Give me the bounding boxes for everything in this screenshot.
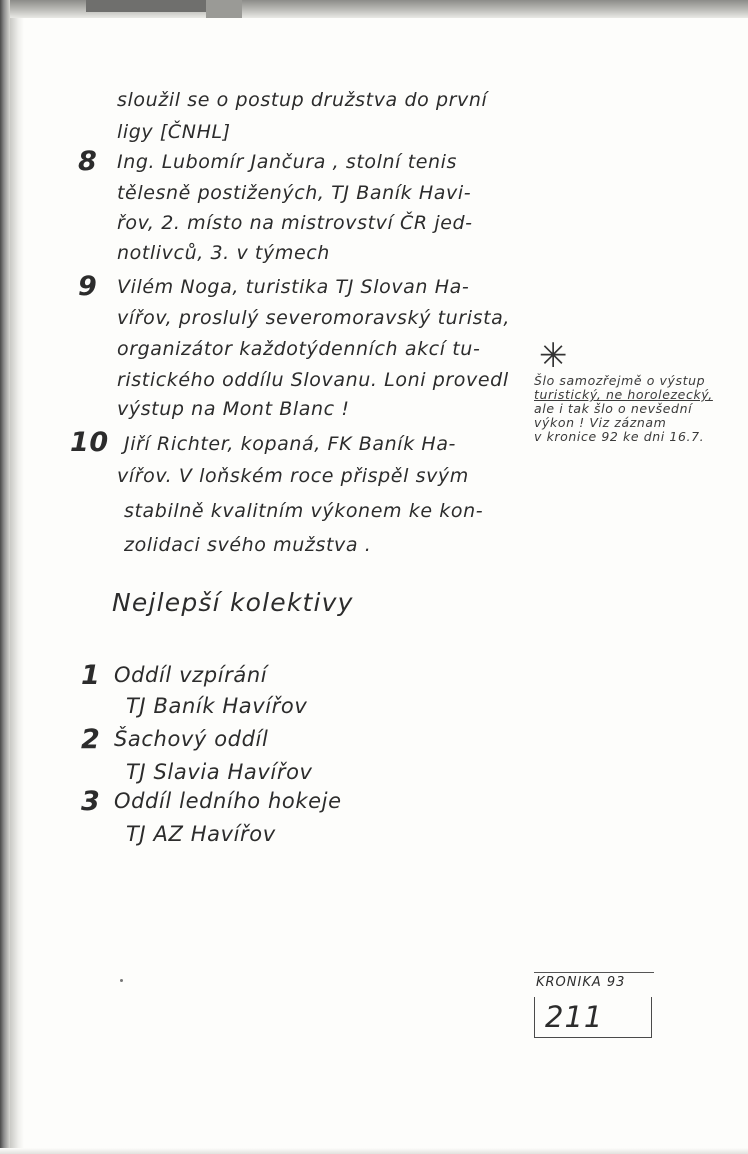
collective-number-1: 1 xyxy=(81,660,101,691)
scan-top-notch-artifact-2 xyxy=(206,0,242,18)
entry-9-line-4: ristického oddílu Slovanu. Loni provedl xyxy=(117,369,509,391)
entry-8-line-2: tělesně postižených, TJ Baník Havi- xyxy=(117,182,472,204)
scan-bottom-shadow xyxy=(0,1148,748,1154)
stamp-top-rule xyxy=(534,972,654,973)
continuation-line-1: sloužil se o postup družstva do první xyxy=(117,89,488,111)
collective-2-line-2: TJ Slavia Havířov xyxy=(126,760,313,784)
entry-10-line-4: zolidaci svého mužstva . xyxy=(124,534,372,556)
stamp-label: KRONIKA 93 xyxy=(536,975,626,990)
entry-8-line-1: Ing. Lubomír Jančura , stolní tenis xyxy=(117,151,458,173)
entry-10-line-3: stabilně kvalitním výkonem ke kon- xyxy=(124,500,484,522)
scan-left-edge-artifact xyxy=(0,0,10,1154)
asterisk-marker-icon: ✳ xyxy=(539,336,568,376)
entry-10-line-2: vířov. V loňském roce přispěl svým xyxy=(117,465,469,487)
entry-9-line-3: organizátor každotýdenních akcí tu- xyxy=(117,338,481,360)
scan-top-notch-artifact xyxy=(86,0,206,12)
margin-note xyxy=(534,374,734,444)
margin-note-line-3: ale i tak šlo o nevšední xyxy=(534,401,693,416)
margin-note-line-1: Šlo samozřejmě o výstup xyxy=(534,373,706,388)
collective-3-line-1: Oddíl ledního hokeje xyxy=(114,789,342,813)
entry-number-9: 9 xyxy=(78,271,98,302)
collective-3-line-2: TJ AZ Havířov xyxy=(126,822,276,846)
margin-note-line-2: turistický, ne horolezecký, xyxy=(534,387,713,402)
collective-1-line-1: Oddíl vzpírání xyxy=(114,663,268,687)
collective-1-line-2: TJ Baník Havířov xyxy=(126,694,308,718)
collective-2-line-1: Šachový oddíl xyxy=(114,727,269,751)
collective-number-2: 2 xyxy=(81,724,101,755)
entry-8-line-4: notlivců, 3. v týmech xyxy=(117,242,330,264)
entry-10-line-1: Jiří Richter, kopaná, FK Baník Ha- xyxy=(124,433,457,455)
entry-number-10: 10 xyxy=(70,427,109,458)
entry-9-line-1: Vilém Noga, turistika TJ Slovan Ha- xyxy=(117,276,470,298)
collective-number-3: 3 xyxy=(81,786,101,817)
entry-8-line-3: řov, 2. místo na mistrovství ČR jed- xyxy=(117,212,473,234)
continuation-line-2: ligy [ČNHL] xyxy=(117,121,231,143)
entry-9-line-2: vířov, proslulý severomoravský turista, xyxy=(117,307,510,329)
page-number: 211 xyxy=(545,1000,604,1034)
section-heading: Nejlepší kolektivy xyxy=(112,588,354,617)
scan-left-shadow xyxy=(10,18,24,1154)
margin-note-line-5: v kronice 92 ke dni 16.7. xyxy=(534,429,705,444)
entry-number-8: 8 xyxy=(78,146,98,177)
ink-speck xyxy=(120,979,123,982)
margin-note-line-4: výkon ! Viz záznam xyxy=(534,415,667,430)
entry-9-line-5: výstup na Mont Blanc ! xyxy=(117,398,350,420)
